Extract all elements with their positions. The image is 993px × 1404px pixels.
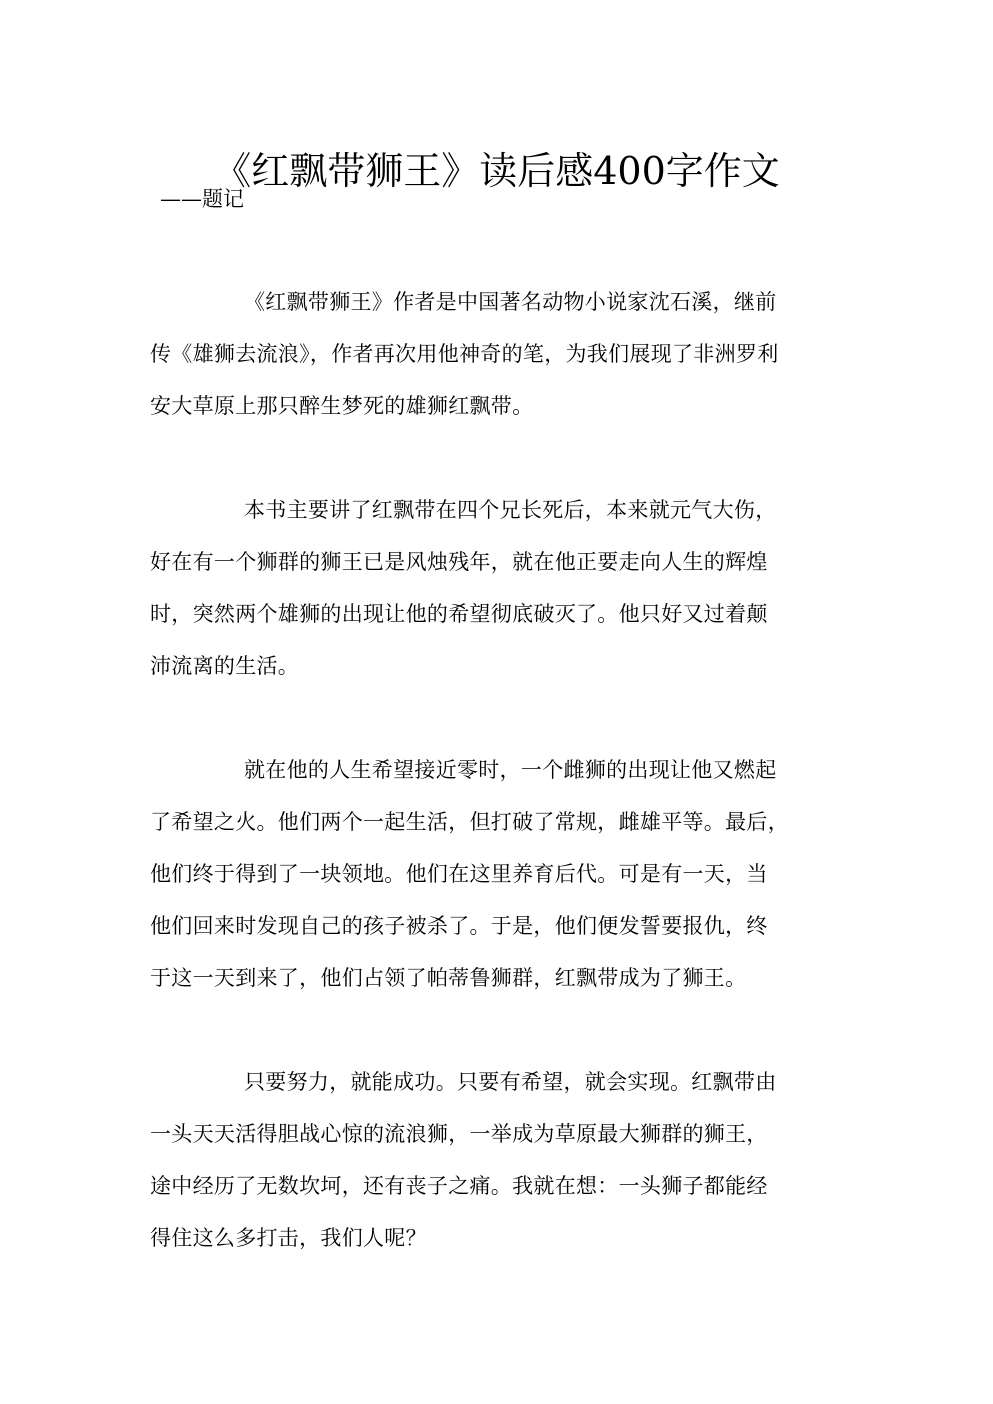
paragraph-line: 就在他的人生希望接近零时，一个雌狮的出现让他又燃起 <box>244 758 777 782</box>
paragraph-line: 了希望之火。他们两个一起生活，但打破了常规，雌雄平等。最后， <box>150 810 789 834</box>
paragraph-3 <box>150 752 840 1012</box>
paragraph-2 <box>150 492 840 700</box>
paragraph-line: 时，突然两个雄狮的出现让他的希望彻底破灭了。他只好又过着颠 <box>150 602 768 626</box>
paragraph-line: 得住这么多打击，我们人呢？ <box>150 1226 427 1250</box>
document-subtitle: ——题记 <box>160 187 244 211</box>
paragraph-line: 《红飘带狮王》作者是中国著名动物小说家沈石溪，继前 <box>244 290 777 314</box>
paragraph-line: 途中经历了无数坎坷，还有丧子之痛。我就在想：一头狮子都能经 <box>150 1174 768 1198</box>
paragraph-4 <box>150 1064 840 1272</box>
paragraph-line: 他们回来时发现自己的孩子被杀了。于是，他们便发誓要报仇，终 <box>150 914 768 938</box>
paragraph-1 <box>150 284 840 440</box>
paragraph-line: 只要努力，就能成功。只要有希望，就会实现。红飘带由 <box>244 1070 777 1094</box>
paragraph-line: 传《雄狮去流浪》，作者再次用他神奇的笔，为我们展现了非洲罗利 <box>150 342 779 366</box>
paragraph-line: 安大草原上那只醉生梦死的雄狮红飘带。 <box>150 394 534 418</box>
paragraph-line: 一头天天活得胆战心惊的流浪狮，一举成为草原最大狮群的狮王， <box>150 1122 768 1146</box>
document-title: 《红飘带狮王》读后感400字作文 <box>213 149 780 194</box>
paragraph-line: 于这一天到来了，他们占领了帕蒂鲁狮群，红飘带成为了狮王。 <box>150 966 747 990</box>
paragraph-line: 本书主要讲了红飘带在四个兄长死后，本来就元气大伤， <box>244 498 777 522</box>
paragraph-line: 好在有一个狮群的狮王已是风烛残年，就在他正要走向人生的辉煌 <box>150 550 768 574</box>
paragraph-line: 他们终于得到了一块领地。他们在这里养育后代。可是有一天，当 <box>150 862 768 886</box>
paragraph-line: 沛流离的生活。 <box>150 654 300 678</box>
